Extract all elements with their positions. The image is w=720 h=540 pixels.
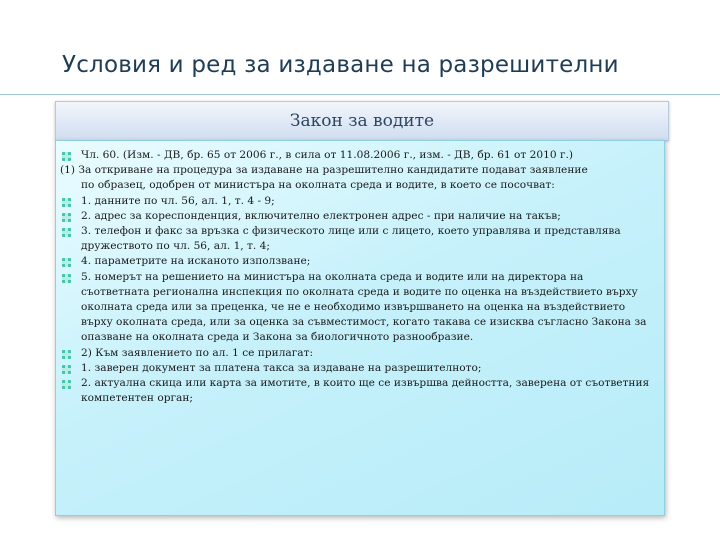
section-banner [55, 101, 669, 141]
title-divider [0, 94, 720, 95]
list-item [60, 254, 652, 269]
slide-title: Условия и ред за издаване на разрешителни [62, 52, 619, 78]
bullet-icon [62, 365, 71, 374]
item-text: 5. номерът на решението на министъра на околната среда и водите или на директора на съответната регионална инспекция по околната среда и водите по оценка на въздействието върху околната среда или за преценка, че не е необходимо извършването на оценка на въздействието върху околната среда, или за оценка за съвместимост, когато такава се изисква съгласно Закона за опазване на околната среда и Закона за биологичното разнообразие. [81, 270, 647, 344]
bullet-icon [62, 380, 71, 389]
item-text: 2. актуална скица или карта за имотите, в които ще се извършва дейността, заверена от съответния компетентен орган; [81, 377, 650, 405]
item-text: Чл. 60. (Изм. - ДВ, бр. 65 от 2006 г., в сила от 11.08.2006 г., изм. - ДВ, бр. 61 от 2010 г.) [81, 149, 574, 161]
list-item [60, 376, 652, 406]
item-text: 2) Към заявлението по ал. 1 се прилагат: [81, 346, 314, 359]
bullet-icon [62, 274, 71, 283]
list-item [60, 148, 652, 163]
item-text: 1. данните по чл. 56, ал. 1, т. 4 - 9; [81, 194, 275, 207]
banner-title: Закон за водите [289, 111, 435, 131]
list-item [60, 209, 652, 224]
item-text: 4. параметрите на исканото използване; [81, 255, 311, 268]
list-item [60, 163, 652, 193]
item-text: 3. телефон и факс за връзка с физическото лице или с лицето, което управлява и представлява дружеството по чл. 56, ал. 1, т. 4; [81, 225, 621, 253]
item-text: 1. заверен документ за платена такса за издаване на разрешителното; [81, 361, 482, 374]
bullet-icon [62, 350, 71, 359]
item-text: 2. адрес за кореспонденция, включително електронен адрес - при наличие на такъв; [81, 209, 561, 222]
bullet-icon [62, 198, 71, 207]
content-list [60, 148, 652, 406]
list-item [60, 361, 652, 376]
list-item [60, 270, 652, 346]
list-item [60, 194, 652, 209]
list-item [60, 224, 652, 254]
bullet-icon [62, 213, 71, 222]
list-item [60, 346, 652, 361]
bullet-icon [62, 228, 71, 237]
bullet-icon [62, 152, 71, 161]
item-text-continued: по образец, одобрен от министъра на околната среда и водите, в което се посочват: [81, 179, 555, 192]
bullet-icon [62, 258, 71, 267]
item-text: (1) За откриване на процедура за издаване на разрешително кандидатите подават заявление [60, 164, 588, 177]
